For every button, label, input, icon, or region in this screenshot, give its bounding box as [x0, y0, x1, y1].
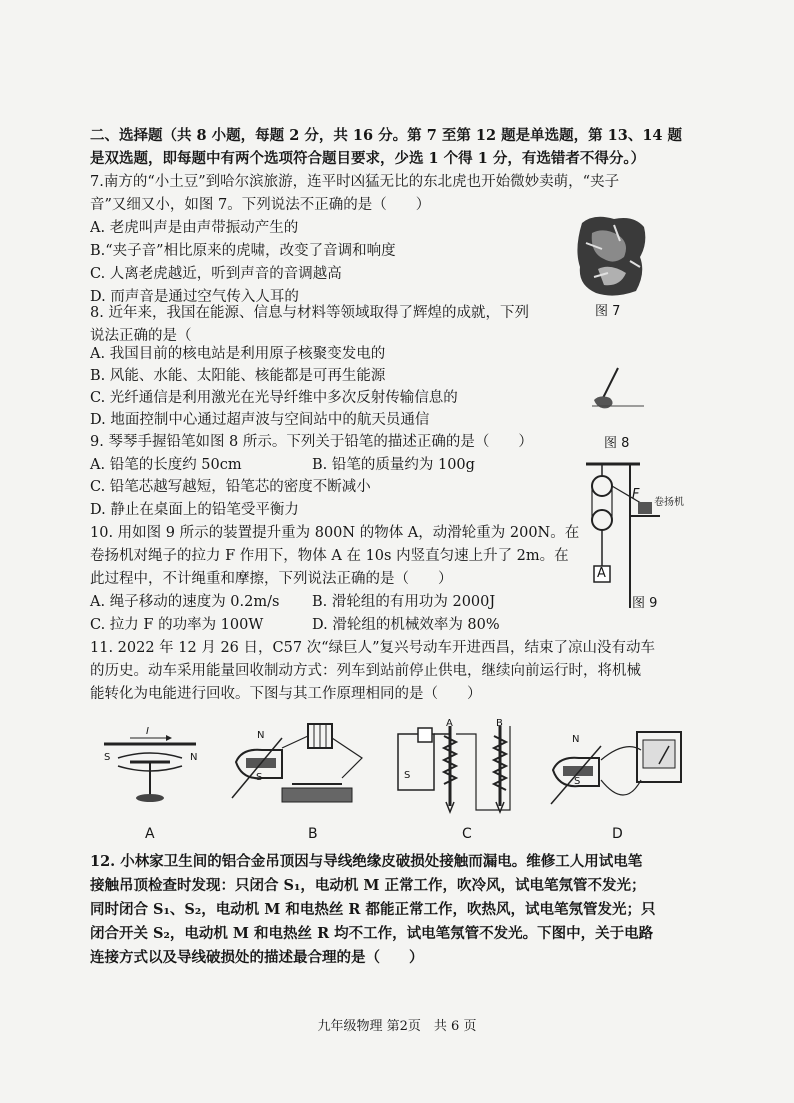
q11-option-b-label: B [308, 826, 318, 842]
q8-option-d: D. 地面控制中心通过超声波与空间站中的航天员通信 [90, 412, 430, 428]
q11-option-c-label: C [462, 826, 472, 842]
q8-option-c: C. 光纤通信是利用激光在光导纤维中多次反射传输信息的 [90, 390, 458, 406]
q12-stem-line5: 连接方式以及导线破损处的描述最合理的是（ ） [90, 949, 424, 966]
q12-stem-line2: 接触吊顶检查时发现：只闭合 S₁，电动机 M 正常工作，吹冷风，试电笔氖管不发光； [90, 877, 646, 894]
q11-stem-line1: 11. 2022 年 12 月 26 日，C57 次“绿巨人”复兴号动车开进西昌，结束了凉山没有动车 [90, 640, 655, 656]
q12-stem-line3: 同时闭合 S₁、S₂，电动机 M 和电热丝 R 都能正常工作，吹热风，试电笔氖管发光；只 [90, 901, 656, 918]
q7-stem-line1: 7.南方的“小土豆”到哈尔滨旅游，连平时凶猛无比的东北虎也开始微妙卖萌，“夹子 [90, 174, 620, 190]
option-b-s-label: S [256, 772, 263, 783]
q11-option-d-label: D [612, 826, 623, 842]
q9-option-c: C. 铅笔芯越写越短，铅笔芯的密度不断减小 [90, 479, 371, 495]
q8-stem-line1: 8. 近年来，我国在能源、信息与材料等领域取得了辉煌的成就，下列 [90, 305, 529, 321]
option-a-n-label: N [190, 752, 198, 763]
option-d-s-label: S [574, 776, 581, 787]
pencil-hand-figure [588, 364, 648, 424]
q9-option-b: B. 铅笔的质量约为 100g [312, 457, 475, 473]
option-b-generator-figure [222, 718, 372, 818]
figure-9-object-label: A [597, 566, 606, 581]
q7-stem-line2: 音”又细又小，如图 7。下列说法不正确的是（ ） [90, 197, 431, 213]
q10-option-c: C. 拉力 F 的功率为 100W [90, 617, 264, 633]
q7-option-a: A. 老虎叫声是由声带振动产生的 [90, 220, 299, 236]
option-d-n-label: N [572, 734, 580, 745]
section-header-line2: 是双选题，即每题中有两个选项符合题目要求，少选 1 个得 1 分，有选错者不得分。） [90, 150, 646, 167]
option-c-a-label: A [446, 718, 453, 729]
option-a-current-label: I [146, 726, 149, 737]
q10-stem-line1: 10. 用如图 9 所示的装置提升重为 800N 的物体 A，动滑轮重为 200N。在 [90, 525, 579, 541]
q10-option-d: D. 滑轮组的机械效率为 80% [312, 617, 500, 633]
option-a-oersted-figure [100, 730, 200, 810]
q12-stem-line4: 闭合开关 S₂，电动机 M 和电热丝 R 均不工作，试电笔氖管不发光。下图中，关于电路 [90, 925, 654, 942]
figure-8-caption: 图 8 [604, 436, 630, 451]
option-a-s-label: S [104, 752, 111, 763]
q11-stem-line3: 能转化为电能进行回收。下图与其工作原理相同的是（ ） [90, 686, 482, 702]
q8-stem-line2: 说法正确的是（ [90, 328, 192, 344]
q10-stem-line2: 卷扬机对绳子的拉力 F 作用下，物体 A 在 10s 内竖直匀速上升了 2m。在 [90, 548, 569, 564]
figure-9-winch-label: 卷扬机 [654, 497, 684, 508]
page-footer: 九年级物理 第2页 共 6 页 [317, 1019, 477, 1034]
section-header-line1: 二、选择题（共 8 小题，每题 2 分，共 16 分。第 7 至第 12 题是单选题，第 13、14 题 [90, 127, 683, 144]
q10-option-a: A. 绳子移动的速度为 0.2m/s [90, 594, 280, 610]
q9-option-a: A. 铅笔的长度约 50cm [90, 457, 242, 473]
q12-stem-line1: 12. 小林家卫生间的铝合金吊顶因与导线绝缘皮破损处接触而漏电。维修工人用试电笔 [90, 853, 643, 870]
pulley-system-figure [580, 458, 690, 608]
option-b-n-label: N [257, 730, 265, 741]
q8-option-a: A. 我国目前的核电站是利用原子核聚变发电的 [90, 346, 386, 362]
option-c-s-label: S [404, 770, 411, 781]
tiger-photo-figure [574, 213, 650, 299]
option-d-generator-meter-figure [545, 720, 695, 820]
q9-option-d: D. 静止在桌面上的铅笔受平衡力 [90, 502, 299, 518]
figure-9-force-label: F [632, 487, 640, 502]
q11-stem-line2: 的历史。动车采用能量回收制动方式：列车到站前停止供电，继续向前运行时，将机械 [90, 663, 641, 679]
figure-7-caption: 图 7 [595, 304, 621, 319]
option-c-electromagnet-figure [390, 716, 530, 820]
option-c-b-label: B [496, 718, 503, 729]
q8-option-b: B. 风能、水能、太阳能、核能都是可再生能源 [90, 368, 386, 384]
q10-stem-line3: 此过程中，不计绳重和摩擦，下列说法正确的是（ ） [90, 571, 453, 587]
q9-stem: 9. 琴琴手握铅笔如图 8 所示。下列关于铅笔的描述正确的是（ ） [90, 434, 533, 450]
q7-option-d: D. 而声音是通过空气传入人耳的 [90, 289, 299, 305]
q7-option-b: B.“夹子音”相比原来的虎啸，改变了音调和响度 [90, 243, 396, 259]
q7-option-c: C. 人离老虎越近，听到声音的音调越高 [90, 266, 342, 282]
figure-9-caption: 图 9 [632, 596, 658, 611]
q10-option-b: B. 滑轮组的有用功为 2000J [312, 594, 496, 610]
q11-option-a-label: A [145, 826, 155, 842]
